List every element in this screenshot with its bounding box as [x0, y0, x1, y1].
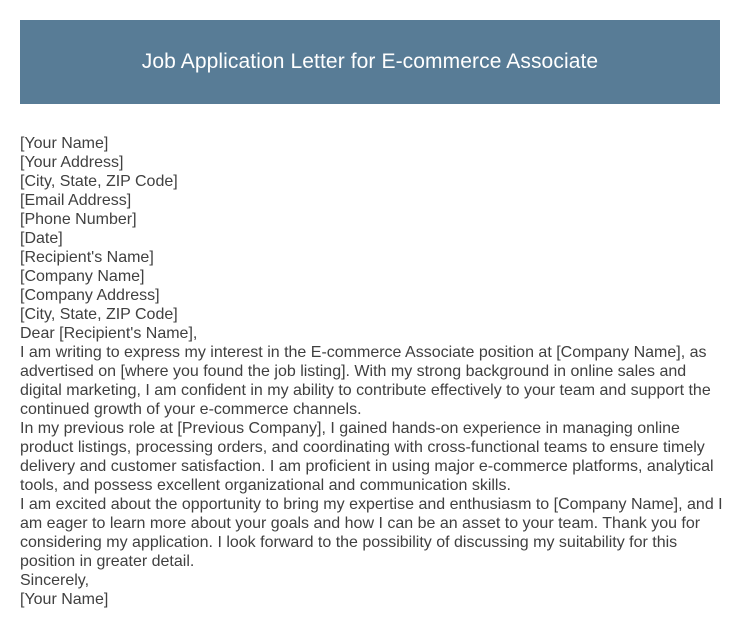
title-banner — [20, 20, 720, 104]
page-title: Job Application Letter for E-commerce Associate — [141, 50, 599, 73]
letter-date: [Date] — [20, 230, 63, 247]
recipient-name: [Recipient's Name] — [20, 249, 154, 266]
salutation: Dear [Recipient's Name], — [20, 325, 198, 342]
sender-email: [Email Address] — [20, 192, 132, 209]
sender-phone: [Phone Number] — [20, 211, 137, 228]
recipient-company: [Company Name] — [20, 268, 145, 285]
letter-body — [20, 134, 725, 609]
body-paragraph-intro: I am writing to express my interest in the E-commerce Associate position at [Company Name], as advertised on [where you found the job listing]. With my strong background in online sales and digital marketing, I am confident in my ability to contribute effectively to your team and support the continued growth of your e-commerce channels. — [20, 344, 711, 418]
body-paragraph-experience: In my previous role at [Previous Company], I gained hands-on experience in managing online product listings, processing orders, and coordinating with cross-functional teams to ensure timely delivery and customer satisfaction. I am proficient in using major e-commerce platforms, analytical tools, and possess excellent organizational and communication skills. — [20, 420, 714, 494]
sender-city-state-zip: [City, State, ZIP Code] — [20, 173, 178, 190]
signature: [Your Name] — [20, 591, 109, 608]
recipient-city-state-zip: [City, State, ZIP Code] — [20, 306, 178, 323]
sender-address: [Your Address] — [20, 154, 124, 171]
body-paragraph-closing: I am excited about the opportunity to bring my expertise and enthusiasm to [Company Name], and I am eager to learn more about your goals and how I can be an asset to your team. Thank you for considering my application. I look forward to the possibility of discussing my suitability for this position in greater detail. — [20, 496, 723, 570]
recipient-company-address: [Company Address] — [20, 287, 160, 304]
closing: Sincerely, — [20, 572, 90, 589]
sender-name: [Your Name] — [20, 135, 109, 152]
